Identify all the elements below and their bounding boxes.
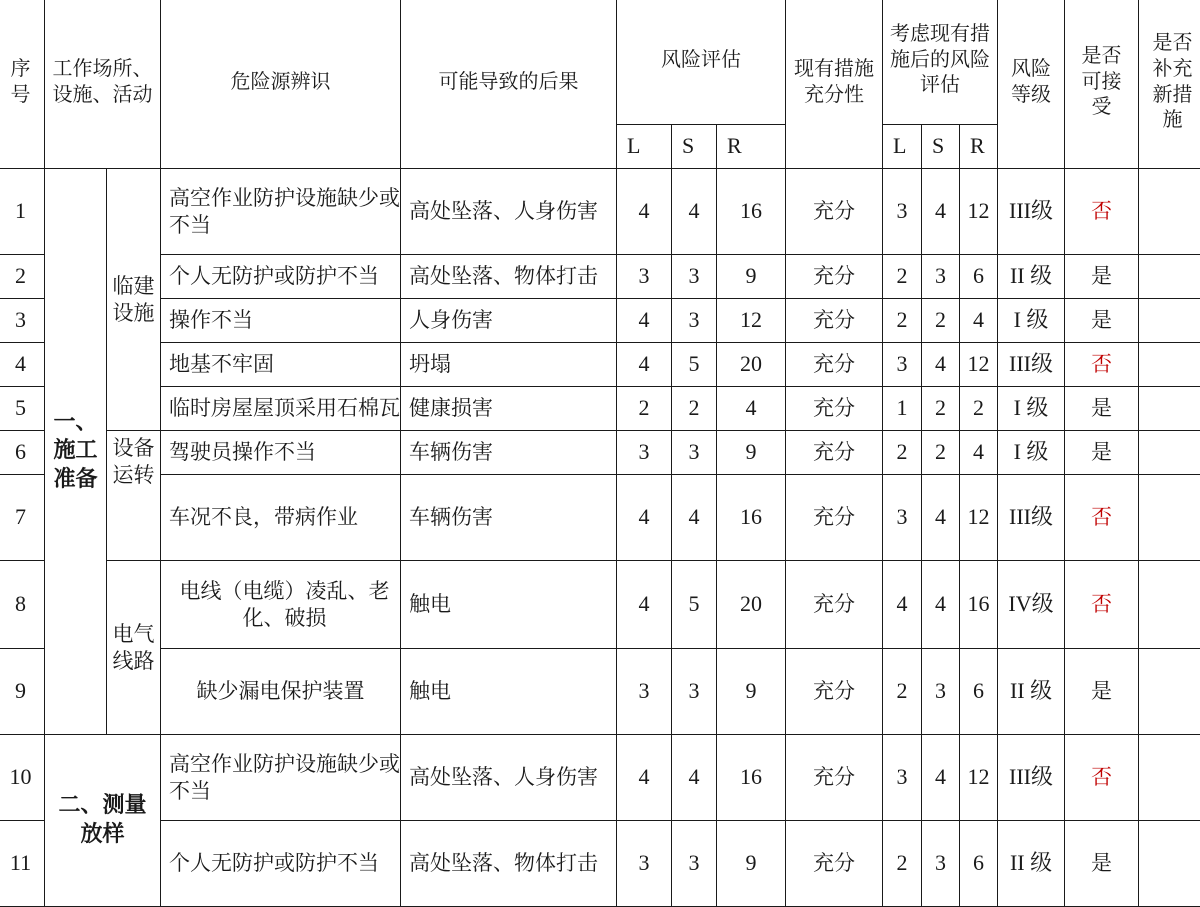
acceptable-cell: 是 bbox=[1065, 821, 1139, 907]
table-row bbox=[0, 821, 1200, 907]
header-hazard: 危险源辨识 bbox=[161, 0, 401, 169]
R-cell: 16 bbox=[717, 735, 786, 821]
S2-cell: 3 bbox=[922, 255, 960, 299]
table-row bbox=[0, 649, 1200, 735]
supplement-cell bbox=[1139, 169, 1200, 255]
row-no: 3 bbox=[0, 299, 45, 343]
L2-cell: 3 bbox=[883, 343, 922, 387]
L2-cell: 1 bbox=[883, 387, 922, 431]
table-row bbox=[0, 475, 1200, 561]
supplement-cell bbox=[1139, 649, 1200, 735]
hazard-cell: 车况不良，带病作业 bbox=[161, 475, 401, 561]
level-cell: III级 bbox=[998, 475, 1065, 561]
L2-cell: 2 bbox=[883, 255, 922, 299]
R2-cell: 12 bbox=[960, 475, 998, 561]
row-no: 9 bbox=[0, 649, 45, 735]
measures-cell: 充分 bbox=[786, 735, 883, 821]
level-cell: II 级 bbox=[998, 821, 1065, 907]
L-cell: 4 bbox=[617, 299, 672, 343]
row-no: 11 bbox=[0, 821, 45, 907]
consequence-cell: 车辆伤害 bbox=[401, 431, 617, 475]
R-cell: 16 bbox=[717, 169, 786, 255]
hazard-cell: 地基不牢固 bbox=[161, 343, 401, 387]
L-cell: 4 bbox=[617, 735, 672, 821]
S-cell: 2 bbox=[672, 387, 717, 431]
R-cell: 20 bbox=[717, 343, 786, 387]
level-cell: I 级 bbox=[998, 431, 1065, 475]
R-cell: 9 bbox=[717, 431, 786, 475]
measures-cell: 充分 bbox=[786, 343, 883, 387]
S2-cell: 4 bbox=[922, 343, 960, 387]
measures-cell: 充分 bbox=[786, 475, 883, 561]
row-no: 7 bbox=[0, 475, 45, 561]
S-cell: 3 bbox=[672, 649, 717, 735]
header-L2: L bbox=[883, 125, 922, 169]
consequence-cell: 触电 bbox=[401, 649, 617, 735]
consequence-cell: 高处坠落、人身伤害 bbox=[401, 169, 617, 255]
level-cell: III级 bbox=[998, 735, 1065, 821]
R2-cell: 4 bbox=[960, 431, 998, 475]
hazard-cell: 临时房屋屋顶采用石棉瓦 bbox=[161, 387, 401, 431]
level-cell: I 级 bbox=[998, 387, 1065, 431]
header-place: 工作场所、设施、活动 bbox=[45, 0, 161, 169]
consequence-cell: 高处坠落、人身伤害 bbox=[401, 735, 617, 821]
supplement-cell bbox=[1139, 821, 1200, 907]
S-cell: 3 bbox=[672, 821, 717, 907]
measures-cell: 充分 bbox=[786, 821, 883, 907]
table-row bbox=[0, 561, 1200, 649]
acceptable-cell: 是 bbox=[1065, 255, 1139, 299]
S-cell: 3 bbox=[672, 255, 717, 299]
R-cell: 20 bbox=[717, 561, 786, 649]
R2-cell: 4 bbox=[960, 299, 998, 343]
acceptable-cell: 否 bbox=[1065, 169, 1139, 255]
S-cell: 5 bbox=[672, 343, 717, 387]
R2-cell: 12 bbox=[960, 169, 998, 255]
supplement-cell bbox=[1139, 343, 1200, 387]
subcategory-equipment: 设备运转 bbox=[107, 431, 161, 561]
measures-cell: 充分 bbox=[786, 169, 883, 255]
category-survey-layout: 二、测量放样 bbox=[45, 735, 161, 907]
acceptable-cell: 是 bbox=[1065, 649, 1139, 735]
hazard-cell: 个人无防护或防护不当 bbox=[161, 821, 401, 907]
hazard-cell: 高空作业防护设施缺少或不当 bbox=[161, 735, 401, 821]
acceptable-cell: 是 bbox=[1065, 299, 1139, 343]
table-row bbox=[0, 387, 1200, 431]
table-row bbox=[0, 255, 1200, 299]
L2-cell: 3 bbox=[883, 169, 922, 255]
level-cell: IV级 bbox=[998, 561, 1065, 649]
table-row bbox=[0, 431, 1200, 475]
L-cell: 4 bbox=[617, 475, 672, 561]
S-cell: 4 bbox=[672, 475, 717, 561]
header-risk-eval: 风险评估 bbox=[617, 0, 786, 125]
R-cell: 9 bbox=[717, 821, 786, 907]
R2-cell: 12 bbox=[960, 735, 998, 821]
row-no: 4 bbox=[0, 343, 45, 387]
R2-cell: 6 bbox=[960, 649, 998, 735]
L-cell: 2 bbox=[617, 387, 672, 431]
subcategory-electrical: 电气线路 bbox=[107, 561, 161, 735]
L-cell: 4 bbox=[617, 343, 672, 387]
consequence-cell: 车辆伤害 bbox=[401, 475, 617, 561]
measures-cell: 充分 bbox=[786, 387, 883, 431]
R-cell: 9 bbox=[717, 649, 786, 735]
hazard-cell: 驾驶员操作不当 bbox=[161, 431, 401, 475]
S2-cell: 2 bbox=[922, 387, 960, 431]
L-cell: 3 bbox=[617, 431, 672, 475]
subcategory-temp-facilities: 临建设施 bbox=[107, 169, 161, 431]
row-no: 1 bbox=[0, 169, 45, 255]
header-measures: 现有措施充分性 bbox=[786, 0, 883, 169]
L2-cell: 2 bbox=[883, 431, 922, 475]
hazard-cell: 电线（电缆）凌乱、老化、破损 bbox=[161, 561, 401, 649]
L2-cell: 2 bbox=[883, 821, 922, 907]
acceptable-cell: 是 bbox=[1065, 431, 1139, 475]
L-cell: 3 bbox=[617, 821, 672, 907]
row-no: 5 bbox=[0, 387, 45, 431]
consequence-cell: 高处坠落、物体打击 bbox=[401, 255, 617, 299]
R2-cell: 12 bbox=[960, 343, 998, 387]
level-cell: III级 bbox=[998, 169, 1065, 255]
consequence-cell: 触电 bbox=[401, 561, 617, 649]
acceptable-cell: 否 bbox=[1065, 343, 1139, 387]
L2-cell: 3 bbox=[883, 475, 922, 561]
supplement-cell bbox=[1139, 387, 1200, 431]
acceptable-cell: 否 bbox=[1065, 735, 1139, 821]
S2-cell: 4 bbox=[922, 169, 960, 255]
S2-cell: 4 bbox=[922, 475, 960, 561]
measures-cell: 充分 bbox=[786, 561, 883, 649]
supplement-cell bbox=[1139, 299, 1200, 343]
header-risk-eval-after: 考虑现有措施后的风险评估 bbox=[883, 0, 998, 125]
hazard-cell: 个人无防护或防护不当 bbox=[161, 255, 401, 299]
S-cell: 4 bbox=[672, 735, 717, 821]
header-S: S bbox=[672, 125, 717, 169]
header-R2: R bbox=[960, 125, 998, 169]
S2-cell: 3 bbox=[922, 649, 960, 735]
header-supplement: 是否补充新措施 bbox=[1139, 0, 1200, 169]
L-cell: 4 bbox=[617, 561, 672, 649]
row-no: 10 bbox=[0, 735, 45, 821]
header-L: L bbox=[617, 125, 672, 169]
R-cell: 4 bbox=[717, 387, 786, 431]
L2-cell: 3 bbox=[883, 735, 922, 821]
S2-cell: 2 bbox=[922, 431, 960, 475]
measures-cell: 充分 bbox=[786, 649, 883, 735]
S-cell: 5 bbox=[672, 561, 717, 649]
R-cell: 9 bbox=[717, 255, 786, 299]
R2-cell: 2 bbox=[960, 387, 998, 431]
S-cell: 3 bbox=[672, 431, 717, 475]
L-cell: 3 bbox=[617, 255, 672, 299]
supplement-cell bbox=[1139, 475, 1200, 561]
hazard-cell: 操作不当 bbox=[161, 299, 401, 343]
L2-cell: 2 bbox=[883, 299, 922, 343]
supplement-cell bbox=[1139, 561, 1200, 649]
measures-cell: 充分 bbox=[786, 431, 883, 475]
level-cell: II 级 bbox=[998, 649, 1065, 735]
header-row bbox=[0, 0, 1200, 125]
S2-cell: 4 bbox=[922, 735, 960, 821]
header-R: R bbox=[717, 125, 786, 169]
acceptable-cell: 否 bbox=[1065, 475, 1139, 561]
header-level: 风险等级 bbox=[998, 0, 1065, 169]
R-cell: 16 bbox=[717, 475, 786, 561]
table-row bbox=[0, 299, 1200, 343]
S-cell: 4 bbox=[672, 169, 717, 255]
consequence-cell: 健康损害 bbox=[401, 387, 617, 431]
supplement-cell bbox=[1139, 255, 1200, 299]
table-row bbox=[0, 735, 1200, 821]
header-seq: 序号 bbox=[0, 0, 45, 169]
supplement-cell bbox=[1139, 735, 1200, 821]
S2-cell: 4 bbox=[922, 561, 960, 649]
L2-cell: 2 bbox=[883, 649, 922, 735]
L-cell: 3 bbox=[617, 649, 672, 735]
row-no: 8 bbox=[0, 561, 45, 649]
acceptable-cell: 否 bbox=[1065, 561, 1139, 649]
S2-cell: 3 bbox=[922, 821, 960, 907]
header-acceptable: 是否可接受 bbox=[1065, 0, 1139, 169]
header-S2: S bbox=[922, 125, 960, 169]
acceptable-cell: 是 bbox=[1065, 387, 1139, 431]
consequence-cell: 坍塌 bbox=[401, 343, 617, 387]
row-no: 6 bbox=[0, 431, 45, 475]
L-cell: 4 bbox=[617, 169, 672, 255]
R2-cell: 16 bbox=[960, 561, 998, 649]
hazard-cell: 高空作业防护设施缺少或不当 bbox=[161, 169, 401, 255]
header-consequence: 可能导致的后果 bbox=[401, 0, 617, 169]
row-no: 2 bbox=[0, 255, 45, 299]
consequence-cell: 人身伤害 bbox=[401, 299, 617, 343]
level-cell: I 级 bbox=[998, 299, 1065, 343]
measures-cell: 充分 bbox=[786, 255, 883, 299]
level-cell: III级 bbox=[998, 343, 1065, 387]
consequence-cell: 高处坠落、物体打击 bbox=[401, 821, 617, 907]
R2-cell: 6 bbox=[960, 255, 998, 299]
measures-cell: 充分 bbox=[786, 299, 883, 343]
L2-cell: 4 bbox=[883, 561, 922, 649]
category-construction-prep: 一、施工准备 bbox=[45, 169, 107, 735]
hazard-cell: 缺少漏电保护装置 bbox=[161, 649, 401, 735]
table-row bbox=[0, 169, 1200, 255]
R-cell: 12 bbox=[717, 299, 786, 343]
S-cell: 3 bbox=[672, 299, 717, 343]
R2-cell: 6 bbox=[960, 821, 998, 907]
level-cell: II 级 bbox=[998, 255, 1065, 299]
S2-cell: 2 bbox=[922, 299, 960, 343]
supplement-cell bbox=[1139, 431, 1200, 475]
table-row bbox=[0, 343, 1200, 387]
